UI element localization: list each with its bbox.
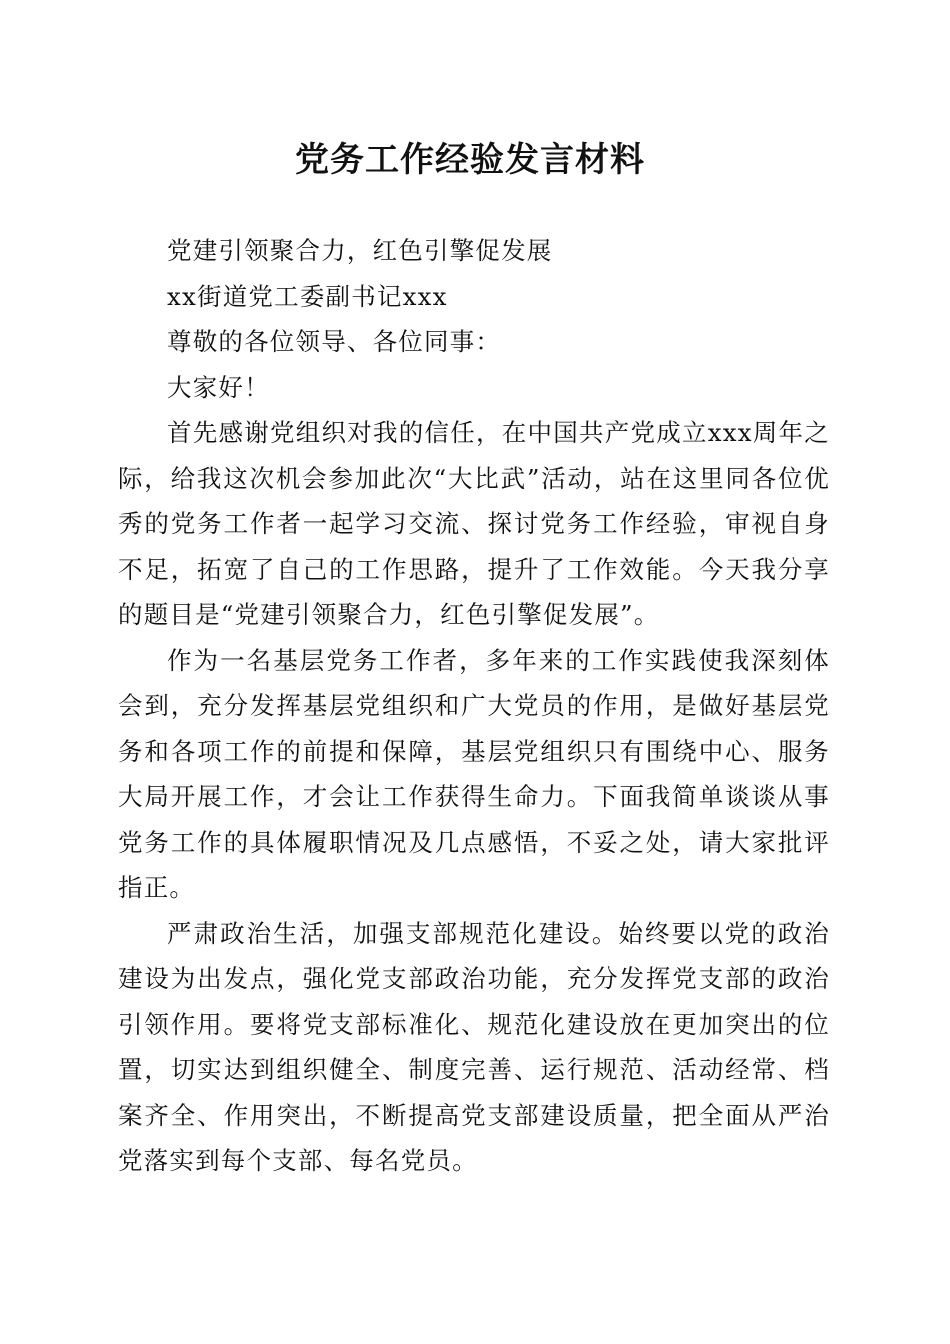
author-line: xx街道党工委副书记xxx: [167, 281, 448, 311]
body-paragraph: 作为一名基层党务工作者，多年来的工作实践使我深刻体会到，充分发挥基层党组织和广大党员的作用，是做好基层党务和各项工作的前提和保障，基层党组织只有围绕中心、服务大局开展工作，才会让工作获得生命力。下面我简单谈谈从事党务工作的具体履职情况及几点感悟，不妥之处，请大家批评指正。: [118, 645, 830, 902]
document-body: [118, 228, 830, 1184]
salutation: 尊敬的各位领导、各位同事：: [167, 327, 502, 356]
document-title: 党务工作经验发言材料: [295, 140, 645, 180]
speech-subtitle: 党建引领聚合力，红色引擎促发展: [167, 236, 553, 265]
body-paragraph: 严肃政治生活，加强支部规范化建设。始终要以党的政治建设为出发点，强化党支部政治功能，充分发挥党支部的政治引领作用。要将党支部标准化、规范化建设放在更加突出的位置，切实达到组织健全、制度完善、运行规范、活动经常、档案齐全、作用突出，不断提高党支部建设质量，把全面从严治党落实到每个支部、每名党员。: [118, 918, 830, 1175]
body-paragraph: 首先感谢党组织对我的信任，在中国共产党成立xxx周年之际，给我这次机会参加此次“大比武”活动，站在这里同各位优秀的党务工作者一起学习交流、探讨党务工作经验，审视自身不足，拓宽了自己的工作思路，提升了工作效能。今天我分享的题目是“党建引领聚合力，红色引擎促发展”。: [118, 418, 830, 629]
greeting: 大家好！: [167, 372, 270, 402]
